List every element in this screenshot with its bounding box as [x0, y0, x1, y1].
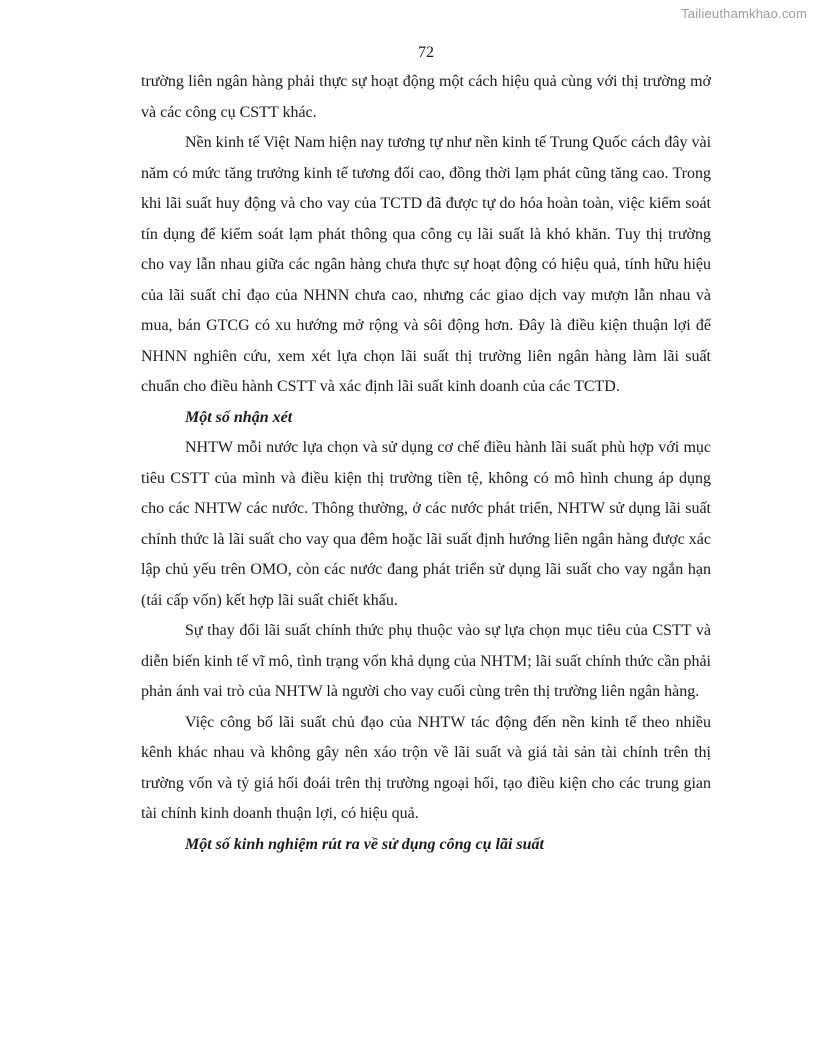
paragraph-continuation: trường liên ngân hàng phải thực sự hoạt động một cách hiệu quả cùng với thị trường mở và các công cụ CSTT khác.	[141, 73, 711, 121]
paragraph-rate-announcement: Việc công bố lãi suất chủ đạo của NHTW tác động đến nền kinh tế theo nhiều kênh khác nhau và không gây nên xáo trộn về lãi suất và giá tài sản tài chính trên thị trường vốn và tỷ giá hối đoái trên thị trường ngoại hối, tạo điều kiện cho các trung gian tài chính kinh doanh thuận lợi, có hiệu quả.	[141, 713, 711, 822]
watermark-text: Tailieuthamkhao.com	[681, 6, 807, 21]
paragraph-official-rate-change: Sự thay đổi lãi suất chính thức phụ thuộc vào sự lựa chọn mục tiêu của CSTT và diễn biến kinh tế vĩ mô, tình trạng vốn khả dụng của NHTM; lãi suất chính thức cần phải phản ánh vai trò của NHTW là người cho vay cuối cùng trên thị trường liên ngân hàng.	[141, 622, 711, 700]
page-number: 72	[418, 44, 434, 61]
paragraph-vietnam-economy: Nền kinh tế Việt Nam hiện nay tương tự như nền kinh tế Trung Quốc cách đây vài năm có mức tăng trưởng kinh tế tương đối cao, đồng thời lạm phát cũng tăng cao. Trong khi lãi suất huy động và cho vay của TCTD đã được tự do hóa hoàn toàn, việc kiểm soát tín dụng để kiểm soát lạm phát thông qua công cụ lãi suất là khó khăn. Tuy thị trường cho vay lẫn nhau giữa các ngân hàng chưa thực sự hoạt động có hiệu quả, tính hữu hiệu của lãi suất chỉ đạo của NHNN chưa cao, nhưng các giao dịch vay mượn lẫn nhau và mua, bán GTCG có xu hướng mở rộng và sôi động hơn. Đây là điều kiện thuận lợi để NHNN nghiên cứu, xem xét lựa chọn lãi suất thị trường liên ngân hàng làm lãi suất chuẩn cho điều hành CSTT và xác định lãi suất kinh doanh của các TCTD.	[141, 134, 712, 395]
section-heading-remarks: Một số nhận xét	[185, 408, 293, 426]
section-heading-lessons: Một số kinh nghiệm rút ra về sử dụng công cụ lãi suất	[185, 835, 544, 853]
paragraph-ncb-mechanism: NHTW mỗi nước lựa chọn và sử dụng cơ chế điều hành lãi suất phù hợp với mục tiêu CSTT của mình và điều kiện thị trường tiền tệ, không có mô hình chung áp dụng cho các NHTW các nước. Thông thường, ở các nước phát triển, NHTW sử dụng lãi suất chính thức là lãi suất cho vay qua đêm hoặc lãi suất định hướng liên ngân hàng được xác lập chủ yếu trên OMO, còn các nước đang phát triển sử dụng lãi suất cho vay ngắn hạn (tái cấp vốn) kết hợp lãi suất chiết khấu.	[141, 439, 711, 609]
page-body	[141, 67, 711, 860]
